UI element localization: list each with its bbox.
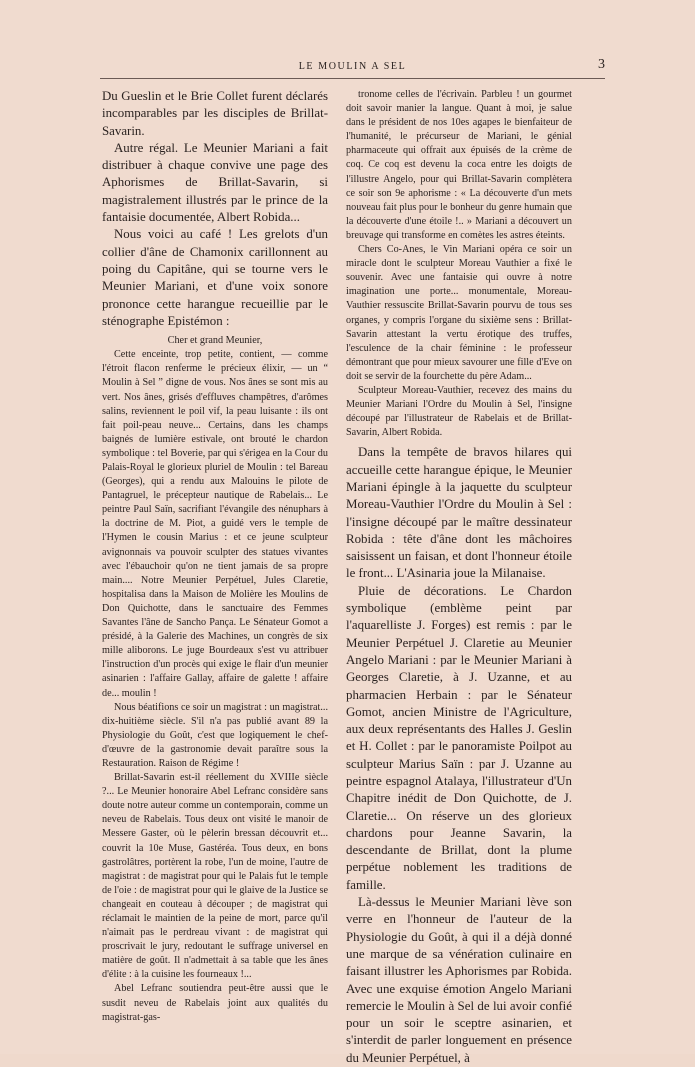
paragraph: Chers Co-Anes, le Vin Mariani opéra ce soir un miracle dont le sculpteur Moreau Vauthier a fixé le souvenir. Avec une fantaisie qui ouvre à notre imagination une porte... monumentale, Moreau-Vauthier ressuscite Brillat-Savarin pourvu de tous ses organes, y compris l'organe du sixième sens : Brillat-Savarin attestant la vertu érotique des truffes, l'esculence de la chair féminine : le professeur démontrant que pour mieux savourer une fille d'Eve on doit se servir de la fourchette du père Adam... (346, 244, 572, 382)
paragraph: Là-dessus le Meunier Mariani lève son verre en l'honneur de l'auteur de la Physiologie du Goût, à qui il a déjà donné une marque de sa vénération culinaire en faisant illustrer les Aphorismes par Robida. Avec une exquise émotion Angelo Mariani remercie le Moulin à Sel de lui avoir confié pour un soir le sceptre asinarien, et s'interdit de parler longuement en présence du Meunier Perpétuel, à (346, 895, 572, 1065)
left-column (102, 88, 328, 1025)
paragraph: Autre régal. Le Meunier Mariani a fait distribuer à chaque convive une page des Aphorismes de Brillat-Savarin, si magistralement illustrés par le prince de la fantaisie documentée, Albert Robida... (102, 140, 328, 225)
paragraph: Nous béatifions ce soir un magistrat : un magistrat... dix-huitième siècle. S'il n'a pas publié avant 89 la Physiologie du Goût, c'est que logiquement le chef-d'œuvre de la gastronomie devait paraître sous la Restauration. Raison de Régime ! (102, 701, 328, 769)
running-header (100, 56, 605, 79)
paragraph: Abel Lefranc soutiendra peut-être aussi que le susdit neveu de Rabelais joint aux qualités du magistrat-gas- (102, 983, 328, 1023)
paragraph: tronome celles de l'écrivain. Parbleu ! un gourmet doit savoir manier la langue. Quant à moi, je salue dans le président de nos 10es agapes le bienfaiteur de l'humanité, le précurseur de Mariani, le génial pharmaceute qui offrait aux épuisés de la crème de coq. Ce coq est devenu la coca entre les doigts de l'illustre Angelo, pour qui Brillat-Savarin complètera ce soir son 9e aphorisme : « La découverte d'un mets nouveau fait plus pour le bonheur du genre humain que la découverte d'une étoile !.. » Mariani a découvert un breuvage qui transforme en comètes les astres éteints. (346, 89, 572, 241)
running-title: LE MOULIN A SEL (298, 61, 407, 72)
right-column (346, 88, 572, 1067)
paragraph: Pluie de décorations. Le Chardon symbolique (emblème peint par l'aquarelliste J. Forges) est remis : par le Meunier Perpétuel J. Claretie au Meunier Angelo Mariani : par le Meunier Mariani à Georges Claretie, à J. Uzanne, et au pharmacien Herbain : par le Sénateur Gomot, ancien Ministre de l'Agriculture, aux deux représentants des Halles J. Geslin et H. Collet : par le panoramiste Poilpot au sculpteur Marius Saïn : par J. Uzanne au peintre espagnol Atalaya, l'illustrateur d'Un Chapitre inédit de Don Quichotte, de J. Claretie... On réserve un des glorieux chardons pour Jeanne Savarin, la descendante de Brillat, dont la plume perpétue noblement les traditions de famille. (346, 583, 572, 892)
speech-salutation: Cher et grand Meunier, (167, 335, 263, 347)
paragraph: Sculpteur Moreau-Vauthier, recevez des mains du Meunier Mariani l'Ordre du Moulin à Sel, l'insigne découpé par l'illustrateur de Rabelais et de Brillat-Savarin, Albert Robida. (346, 384, 572, 439)
paragraph: Du Gueslin et le Brie Collet furent déclarés incomparables par les disciples de Brillat-Savarin. (102, 89, 328, 138)
paragraph: Nous voici au café ! Les grelots d'un collier d'âne de Chamonix carillonnent au poing du Capitâne, qui se tourne vers le Meunier Mariani, et d'une voix sonore prononce cette harangue recueillie par le sténographe Epistémon : (102, 227, 328, 328)
paragraph: Brillat-Savarin est-il réellement du XVIIIe siècle ?... Le Meunier honoraire Abel Lefranc considère sans doute notre auteur comme un contemporain, comme un neveu de Rabelais. Tous deux ont visité le manoir de Messere Gaster, où le pèlerin bressan découvrit et... couvrit la 10e Muse, Gastéréa. Tous deux, en bons gastrolâtres, portèrent la robe, l'un de moine, l'autre de magistrat : de magistrat pour qui le Palais fut le temple de l'oie : de magistrat pour qui le glaive de la Justice se changeait en couteau à découper ; de magistrat qui réclamait le maintien de la peine de mort, parce qu'il n'aimait pas le perdreau vivant : de magistrat qui proscrivait le jury, redoutant le suffrage universel en matière de goût. Il n'admettait à sa table que les ânes d'élite : à la cuisine les fourneaux !... (102, 772, 328, 981)
paragraph: Cette enceinte, trop petite, contient, — comme l'étroit flacon renferme le précieux élixir, — un “ Moulin à Sel ” digne de vous. Nos ânes se sont mis au vert. Nos ânes, grisés d'effluves champêtres, d'arômes salins, reviennent le poil vif, la peau luisante : ils ont fait poil-peau neuve... Certains, dans les champs baignés de lumière estivale, ont brouté le chardon symbolique : tel Boverie, par qui s'érigea en la Cour du Palais-Royal le glorieux pluriel de Moulin : tel Bareau (Georges), qui a rendu aux Malouins le pilote de Pantagruel, le précepteur nautique de Rabelais... Le peintre Paul Saïn, sacrifiant l'évangile des nénuphars à la doctrine de M. Piot, a guidé vers le temple de l'Hymen le cousin Marius : et ce jeune sculpteur avignonnais va pouvoir sculpter des statues vivantes avec l'ébauchoir qu'on ne tient jamais de sa propre main.... Notre Meunier Perpétuel, Jules Claretie, hospitalisa dans la Maison de Molière les Moulins de Don Quichotte, dans le sanctuaire des Femmes Savantes l'âne de Sancho Pança. Le Sénateur Gomot a présidé, à la Galerie des Machines, un congrès de six mille aliborons. Le juge Bourdeaux s'est vu attribuer l'instruction d'un procès qui exige le flair d'un meunier asinarien : l'affaire Gallay, affaire de galette ! affaire de... moulin ! (102, 349, 328, 699)
page-number: 3 (598, 57, 605, 72)
paragraph: Dans la tempête de bravos hilares qui accueille cette harangue épique, le Meunier Mariani épingle à la jaquette du sculpteur Moreau-Vauthier l'Ordre du Moulin à Sel : l'insigne découpé par le maître dessinateur Robida : tête d'âne dont les mâchoires saisissent un faisan, et dont l'honneur étoile le front... L'Asinaria joue la Milanaise. (346, 445, 572, 581)
